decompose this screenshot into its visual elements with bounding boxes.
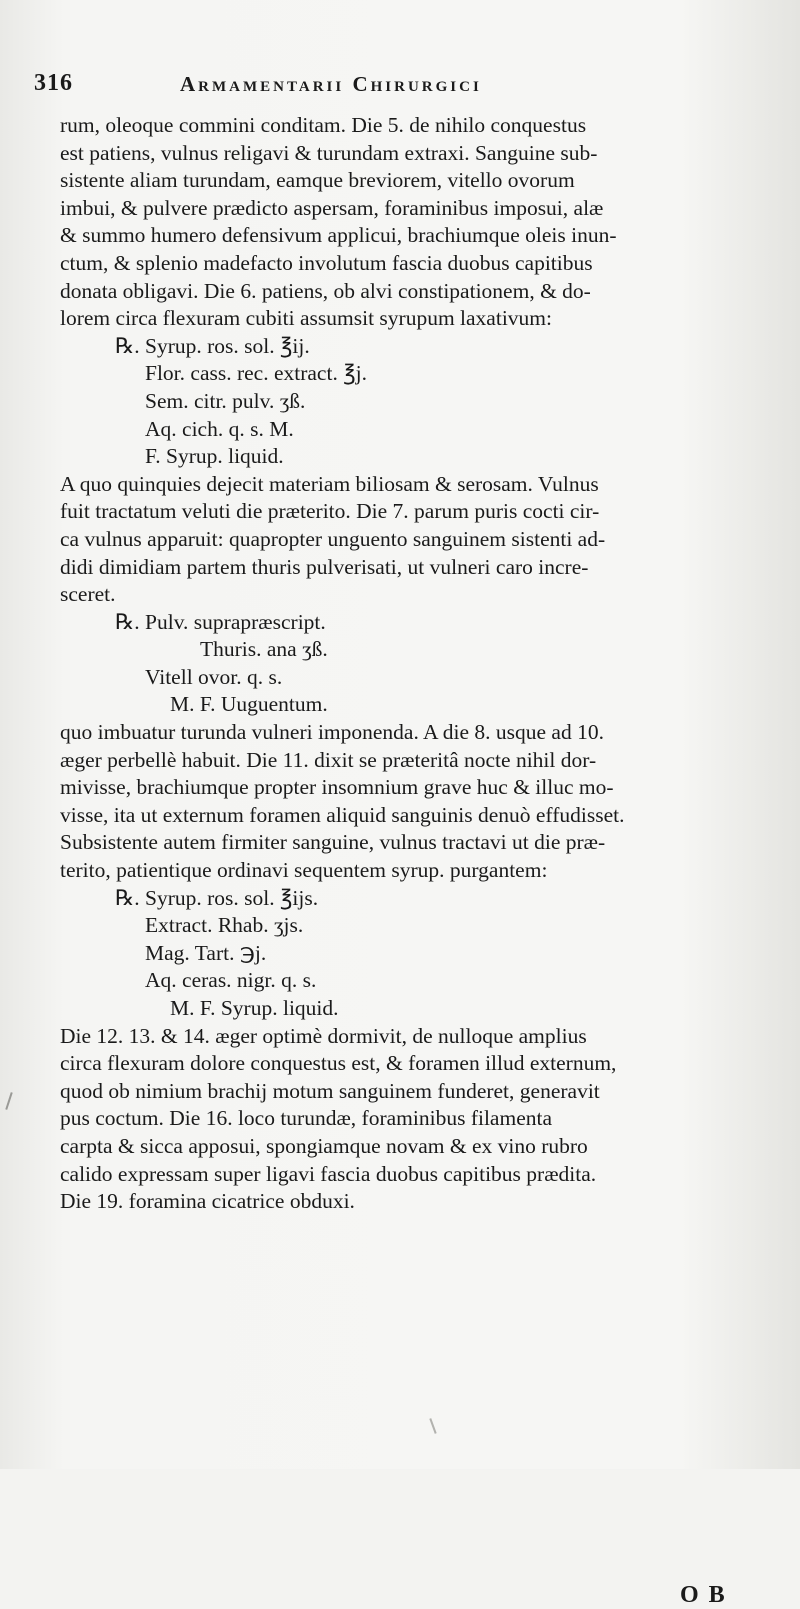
text-line: visse, ita ut externum foramen aliquid sanguinis denuò effudisset. <box>60 802 625 827</box>
page-number: 316 <box>34 70 73 96</box>
text-line: donata obligavi. Die 6. patiens, ob alvi constipationem, & do- <box>60 278 591 303</box>
text-line: Thuris. ana ʒß. <box>200 637 328 662</box>
text-line: lorem circa flexuram cubiti assumsit syrupum laxativum: <box>60 306 552 331</box>
ink-speck <box>429 1418 436 1434</box>
text-line: rum, oleoque commini conditam. Die 5. de nihilo conquestus <box>60 113 587 137</box>
text-line: sistente aliam turundam, eamque breviorem, vitello ovorum <box>60 168 575 193</box>
page-header <box>30 70 790 100</box>
text-line: didi dimidiam partem thuris pulverisati, ut vulneri caro incre- <box>60 554 589 579</box>
text-line: quod ob nimium brachij motum sanguinem funderet, generavit <box>60 1078 600 1103</box>
text-line: ctum, & splenio madefacto involutum fascia duobus capitibus <box>60 250 593 275</box>
text-line: Extract. Rhab. ʒjs. <box>145 913 304 938</box>
text-line: fuit tractatum veluti die præterito. Die 7. parum puris cocti cir- <box>60 499 600 524</box>
text-line: ℞. Pulv. suprapræscript. <box>115 609 326 634</box>
text-line: Aq. ceras. nigr. q. s. <box>145 968 317 993</box>
text-line: imbui, & pulvere prædicto aspersam, foraminibus imposui, alæ <box>60 195 604 220</box>
text-line: Flor. cass. rec. extract. ℥j. <box>145 361 367 386</box>
text-line: est patiens, vulnus religavi & turundam extraxi. Sanguine sub- <box>60 140 598 165</box>
text-line: M. F. Uuguentum. <box>170 692 328 717</box>
text-line: M. F. Syrup. liquid. <box>170 996 339 1020</box>
text-line: terito, patientique ordinavi sequentem syrup. purgantem: <box>60 858 548 883</box>
text-line: ℞. Syrup. ros. sol. ℥ijs. <box>115 885 319 910</box>
text-line: Die 19. foramina cicatrice obduxi. <box>60 1189 355 1214</box>
body-text <box>60 112 795 1216</box>
text-line: Aq. cich. q. s. M. <box>145 416 294 441</box>
text-line: pus coctum. Die 16. loco turundæ, foraminibus filamenta <box>60 1106 553 1131</box>
text-line: ca vulnus apparuit: quapropter unguento sanguinem sistenti ad- <box>60 526 606 551</box>
text-line: ℞. Syrup. ros. sol. ℥ij. <box>115 333 310 358</box>
text-line: Sem. citr. pulv. ʒß. <box>145 388 306 413</box>
text-line: A quo quinquies dejecit materiam biliosam & serosam. Vulnus <box>60 471 599 496</box>
text-line: Subsistente autem firmiter sanguine, vulnus tractavi ut die præ- <box>60 830 606 855</box>
text-line: carpta & sicca apposui, spongiamque novam & ex vino rubro <box>60 1133 588 1158</box>
text-line: circa flexuram dolore conquestus est, & foramen illud externum, <box>60 1051 617 1076</box>
text-line: calido expressam super ligavi fascia duobus capitibus prædita. <box>60 1161 597 1186</box>
text-line: Mag. Tart. ℈j. <box>145 940 267 965</box>
margin-mark <box>5 1092 12 1110</box>
text-line: mivisse, brachiumque propter insomnium grave huc & illuc mo- <box>60 775 614 800</box>
text-line: quo imbuatur turunda vulneri imponenda. A die 8. usque ad 10. <box>60 720 604 745</box>
text-line: Vitell ovor. q. s. <box>145 664 283 689</box>
text-line: & summo humero defensivum applicui, brachiumque oleis inun- <box>60 223 617 248</box>
text-line: æger perbellè habuit. Die 11. dixit se præteritâ nocte nihil dor- <box>60 747 597 772</box>
text-line: sceret. <box>60 582 116 607</box>
running-title: Armamentarii Chirurgici <box>180 72 482 96</box>
text-line: F. Syrup. liquid. <box>145 444 284 469</box>
text-line: Die 12. 13. & 14. æger optimè dormivit, de nulloque amplius <box>60 1023 587 1048</box>
catchword: O B <box>680 1582 727 1608</box>
